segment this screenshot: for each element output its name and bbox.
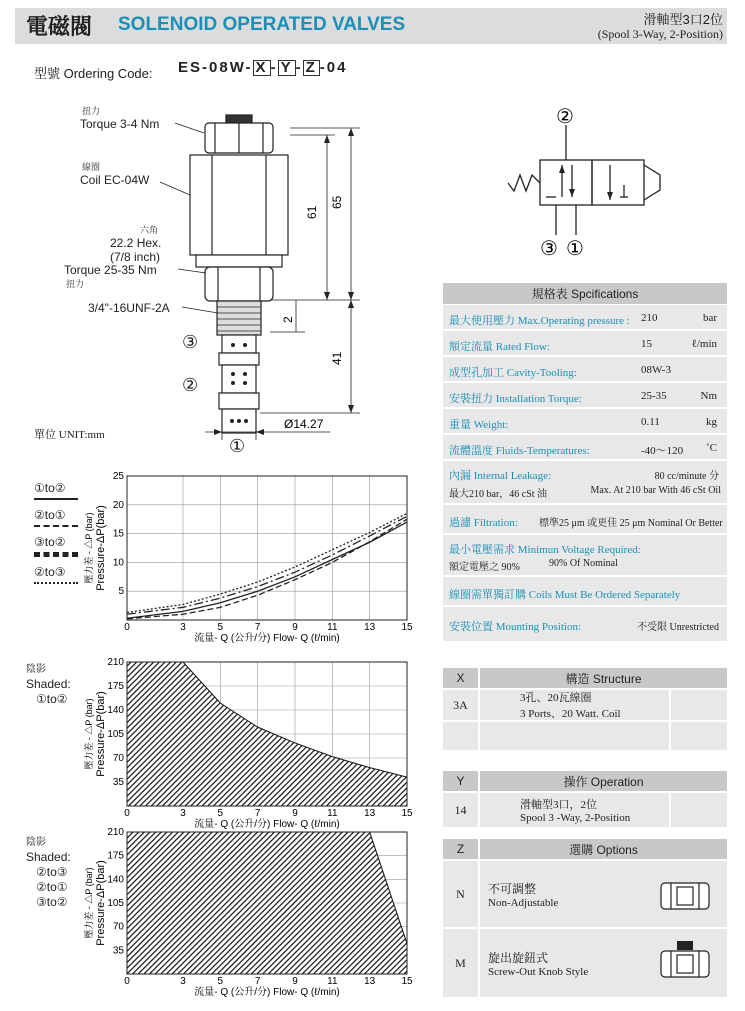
x-tick: 9 [292,976,298,987]
y-tick: 210 [107,827,124,838]
x-tick: 13 [364,976,376,987]
unit-label: 單位 UNIT:mm [34,429,105,441]
legend-3 [26,835,71,910]
spec-key: 最大使用壓力 Max.Operating pressure : [449,315,630,327]
thread-label: 3/4"-16UNF-2A [88,301,170,315]
shaded-area [127,832,407,974]
legend-line-2 [34,525,78,527]
legend-1 [34,481,78,587]
symbol-port-1: ① [566,238,584,260]
x-tick: 3 [180,976,186,987]
nut-icon [657,879,713,913]
operation-row [443,793,727,827]
operation-row-code: 14 [443,793,480,827]
title-zh: 電磁閥 [26,14,93,39]
code-sep-2: - [295,59,303,76]
options-header [443,839,727,861]
x-axis-label: 流量- Q (公升/分) Flow- Q (ℓ/min) [194,819,340,830]
hex-label-2: (7/8 inch) [110,250,161,264]
hex-nut [205,267,273,301]
x-tick: 9 [292,808,298,819]
spec-title: 規格表 Spcifications [443,283,727,305]
structure-row-code: 3A [443,690,480,720]
series-line-1 [127,522,407,618]
spec-mounting [443,607,727,641]
option-n-en: Non-Adjustable [488,896,559,909]
y-tick: 35 [112,945,124,957]
ordering-label: 型號 Ordering Code: [34,66,153,81]
port-2-label: ② [182,375,199,395]
structure-table [443,668,727,750]
x-tick: 13 [364,622,376,633]
knob-cap [226,115,252,123]
x-tick: 5 [217,976,224,987]
mount-key: 安裝位置 Mounting Position: [449,621,582,633]
volt-val-en: 90% Of Nominal [549,558,618,569]
dim-2: 2 [281,316,295,323]
series-line-4 [127,513,407,612]
spec-unit: bar [702,312,717,324]
dim-65: 65 [330,195,344,209]
options-title: 選購 Options [569,843,638,857]
plot-frame [127,476,407,620]
y-axis-label: Pressure-ΔP(bar) [95,860,107,946]
spec-key: 重量 Weight: [449,419,509,431]
spec-unit: ℓ/min [691,338,717,350]
ordering-code [178,59,347,76]
legend-line-4 [34,582,78,584]
y-tick: 140 [107,705,124,716]
code-prefix: ES-08W- [178,59,253,76]
shaded-item-2: ①to② [36,692,68,706]
x-tick: 5 [217,622,224,633]
spring-icon [508,175,540,191]
spec-unit: kg [706,416,717,428]
operation-row-zh: 滑軸型3口，2位 [520,799,597,811]
type-zh: 滑軸型3口2位 [643,12,723,27]
spec-key: 安裝扭力 Installation Torque: [449,393,582,405]
spool-body [222,335,256,353]
option-row-n [443,861,727,929]
spec-coil [443,577,727,607]
spec-row [443,331,727,357]
operation-title: 操作 Operation [563,775,644,789]
code-z: Z [303,60,320,76]
y-tick: 25 [112,471,124,482]
leak-note-zh: 最大210 bar，46 cSt 油 [449,489,548,500]
code-y: Y [278,60,296,76]
legend-line-3 [34,552,78,557]
filt-val: 標準25 μm 或更佳 25 μm Nominal Or Better [539,518,723,529]
spec-key: 額定流量 Rated Flow: [449,341,550,353]
shaded-zh-2: 陰影 [26,664,46,675]
operation-header [443,771,727,793]
coil-key: 線圈需單獨訂購 Coils Must Be Ordered Separately [449,589,681,601]
x-tick: 0 [124,622,130,633]
x-tick: 15 [401,622,413,633]
series-line-3 [127,516,407,614]
shaded-item-3c: ③to② [36,895,68,909]
x-tick: 11 [327,976,338,987]
option-m-en: Screw-Out Knob Style [488,965,589,978]
leak-note-en: Max. At 210 bar With 46 cSt Oil [590,485,721,496]
leak-val: 80 cc/minute 分 [654,471,719,482]
leak-key: 內漏 Internal Leakage: [449,470,552,482]
code-suffix: -04 [319,59,348,76]
spec-val: 210 [641,312,658,324]
structure-header [443,668,727,690]
option-m-zh: 旋出旋鈕式 [488,950,549,965]
spec-row [443,435,727,461]
spec-unit: Nm [700,390,717,402]
x-tick: 7 [254,976,261,987]
legend-2 [26,662,71,707]
y-axis-label-zh: 壓力差 - △P (bar) [84,512,94,584]
structure-title: 構造 Structure [565,672,642,686]
hydraulic-symbol [500,105,700,260]
chart-shaded-2 [80,822,425,1007]
y-tick: 105 [107,898,124,909]
hex-zh: 六角 [140,225,159,235]
x-tick: 15 [401,808,413,819]
y-tick: 140 [107,874,124,886]
hex-label-1: 22.2 Hex. [110,236,162,250]
x-tick: 11 [327,808,338,819]
y-tick: 210 [107,657,124,668]
torque-label: Torque 3-4 Nm [80,117,160,131]
dim-61: 61 [305,205,319,219]
y-tick: 175 [107,850,124,862]
y-tick: 20 [112,499,124,511]
coil-zh: 線圈 [82,162,101,172]
spec-val: 25-35 [641,390,667,402]
type-en: (Spool 3-Way, 2-Position) [597,27,723,41]
x-tick: 0 [124,808,130,819]
structure-row-en: 3 Ports、20 Watt. Coil [520,708,621,720]
x-axis-label: 流量- Q (公升/分) Flow- Q (ℓ/min) [194,633,340,644]
spec-table [443,283,727,641]
option-n-zh: 不可調整 [488,881,537,896]
chart-shaded-1 [80,650,425,830]
spec-val: 15 [641,338,652,350]
shaded-en-2: Shaded: [26,677,71,691]
legend-item-2: ②to① [34,508,66,522]
y-tick: 105 [107,729,124,740]
x-tick: 0 [124,976,130,987]
legend-item-1: ①to② [34,481,66,495]
legend-line-1 [34,498,78,500]
symbol-port-2: ② [556,106,574,128]
y-tick: 70 [112,753,124,764]
y-tick: 35 [112,777,124,788]
spec-val: 08W-3 [641,364,671,376]
spec-key: 流體溫度 Fluids-Temperatures: [449,445,590,457]
dim-41: 41 [330,351,344,365]
code-x: X [253,60,271,76]
option-n-code: N [443,861,480,927]
spec-key: 成型孔加工 Cavity-Tooling: [449,367,577,379]
spec-leakage [443,461,727,505]
y-tick: 10 [112,557,124,569]
spec-val: 0.11 [641,416,660,428]
torque-zh: 扭力 [82,106,101,116]
chart-pressure-flow [80,468,425,653]
thread [217,301,261,335]
hex-torque-zh: 扭力 [66,279,85,289]
y-axis-label-zh: 壓力差 - △P (bar) [84,698,94,770]
volt-val-zh: 額定電壓之 90% [449,562,520,573]
options-table [443,839,727,997]
spec-filtration [443,505,727,535]
spec-row [443,305,727,331]
x-tick: 13 [364,808,376,819]
y-axis-label: Pressure-ΔP(bar) [95,691,107,777]
x-tick: 3 [180,622,186,633]
knob-nut-icon [657,939,713,983]
dim-dia: Ø14.27 [284,417,324,431]
shaded-en-3: Shaded: [26,850,71,864]
hex-torque: Torque 25-35 Nm [64,263,157,277]
spec-unit: ˚C [706,442,717,454]
x-tick: 3 [180,808,186,819]
x-tick: 7 [254,808,261,819]
structure-row-zh: 3孔、20瓦線圈 [520,692,592,704]
x-tick: 5 [217,808,224,819]
legend-item-3: ③to② [34,535,66,549]
spec-val: -40～120 [641,445,684,457]
y-tick: 5 [118,586,124,598]
y-tick: 175 [107,681,124,692]
x-axis-label: 流量- Q (公升/分) Flow- Q (ℓ/min) [194,987,340,998]
structure-code: X [443,668,480,688]
x-tick: 15 [401,976,413,987]
solenoid-shape [644,165,660,200]
option-m-code: M [443,929,480,997]
operation-code: Y [443,771,480,791]
x-tick: 11 [327,622,338,633]
port-1-label: ① [229,436,246,456]
symbol-port-3: ③ [540,238,558,260]
shaded-item-3b: ②to① [36,880,68,894]
structure-row [443,690,727,722]
spec-voltage [443,535,727,577]
options-code: Z [443,839,480,859]
y-tick: 70 [112,921,124,933]
spec-row [443,383,727,409]
y-tick: 15 [112,528,124,540]
filt-key: 過濾 Filtration: [449,517,518,529]
volt-key: 最小電壓需求 Minimun Voltage Required: [449,544,641,556]
y-axis-label-zh: 壓力差 - △P (bar) [84,867,94,939]
port-3-label: ③ [182,332,199,352]
structure-row-empty [443,722,727,750]
title-en: SOLENOID OPERATED VALVES [118,14,406,35]
spec-row [443,357,727,383]
code-sep-1: - [270,59,278,76]
mount-val: 不受限 Unrestricted [637,622,719,633]
operation-row-en: Spool 3 -Way, 2-Position [520,812,631,824]
y-axis-label: Pressure-ΔP(bar) [95,505,107,591]
legend-item-4: ②to③ [34,565,66,579]
operation-table [443,771,727,827]
coil-body [190,155,288,255]
x-tick: 7 [254,622,261,633]
x-tick: 9 [292,622,298,633]
shaded-item-3a: ②to③ [36,865,68,879]
spec-row [443,409,727,435]
option-row-m [443,929,727,997]
shaded-zh-3: 陰影 [26,837,46,848]
coil-label: Coil EC-04W [80,173,150,187]
